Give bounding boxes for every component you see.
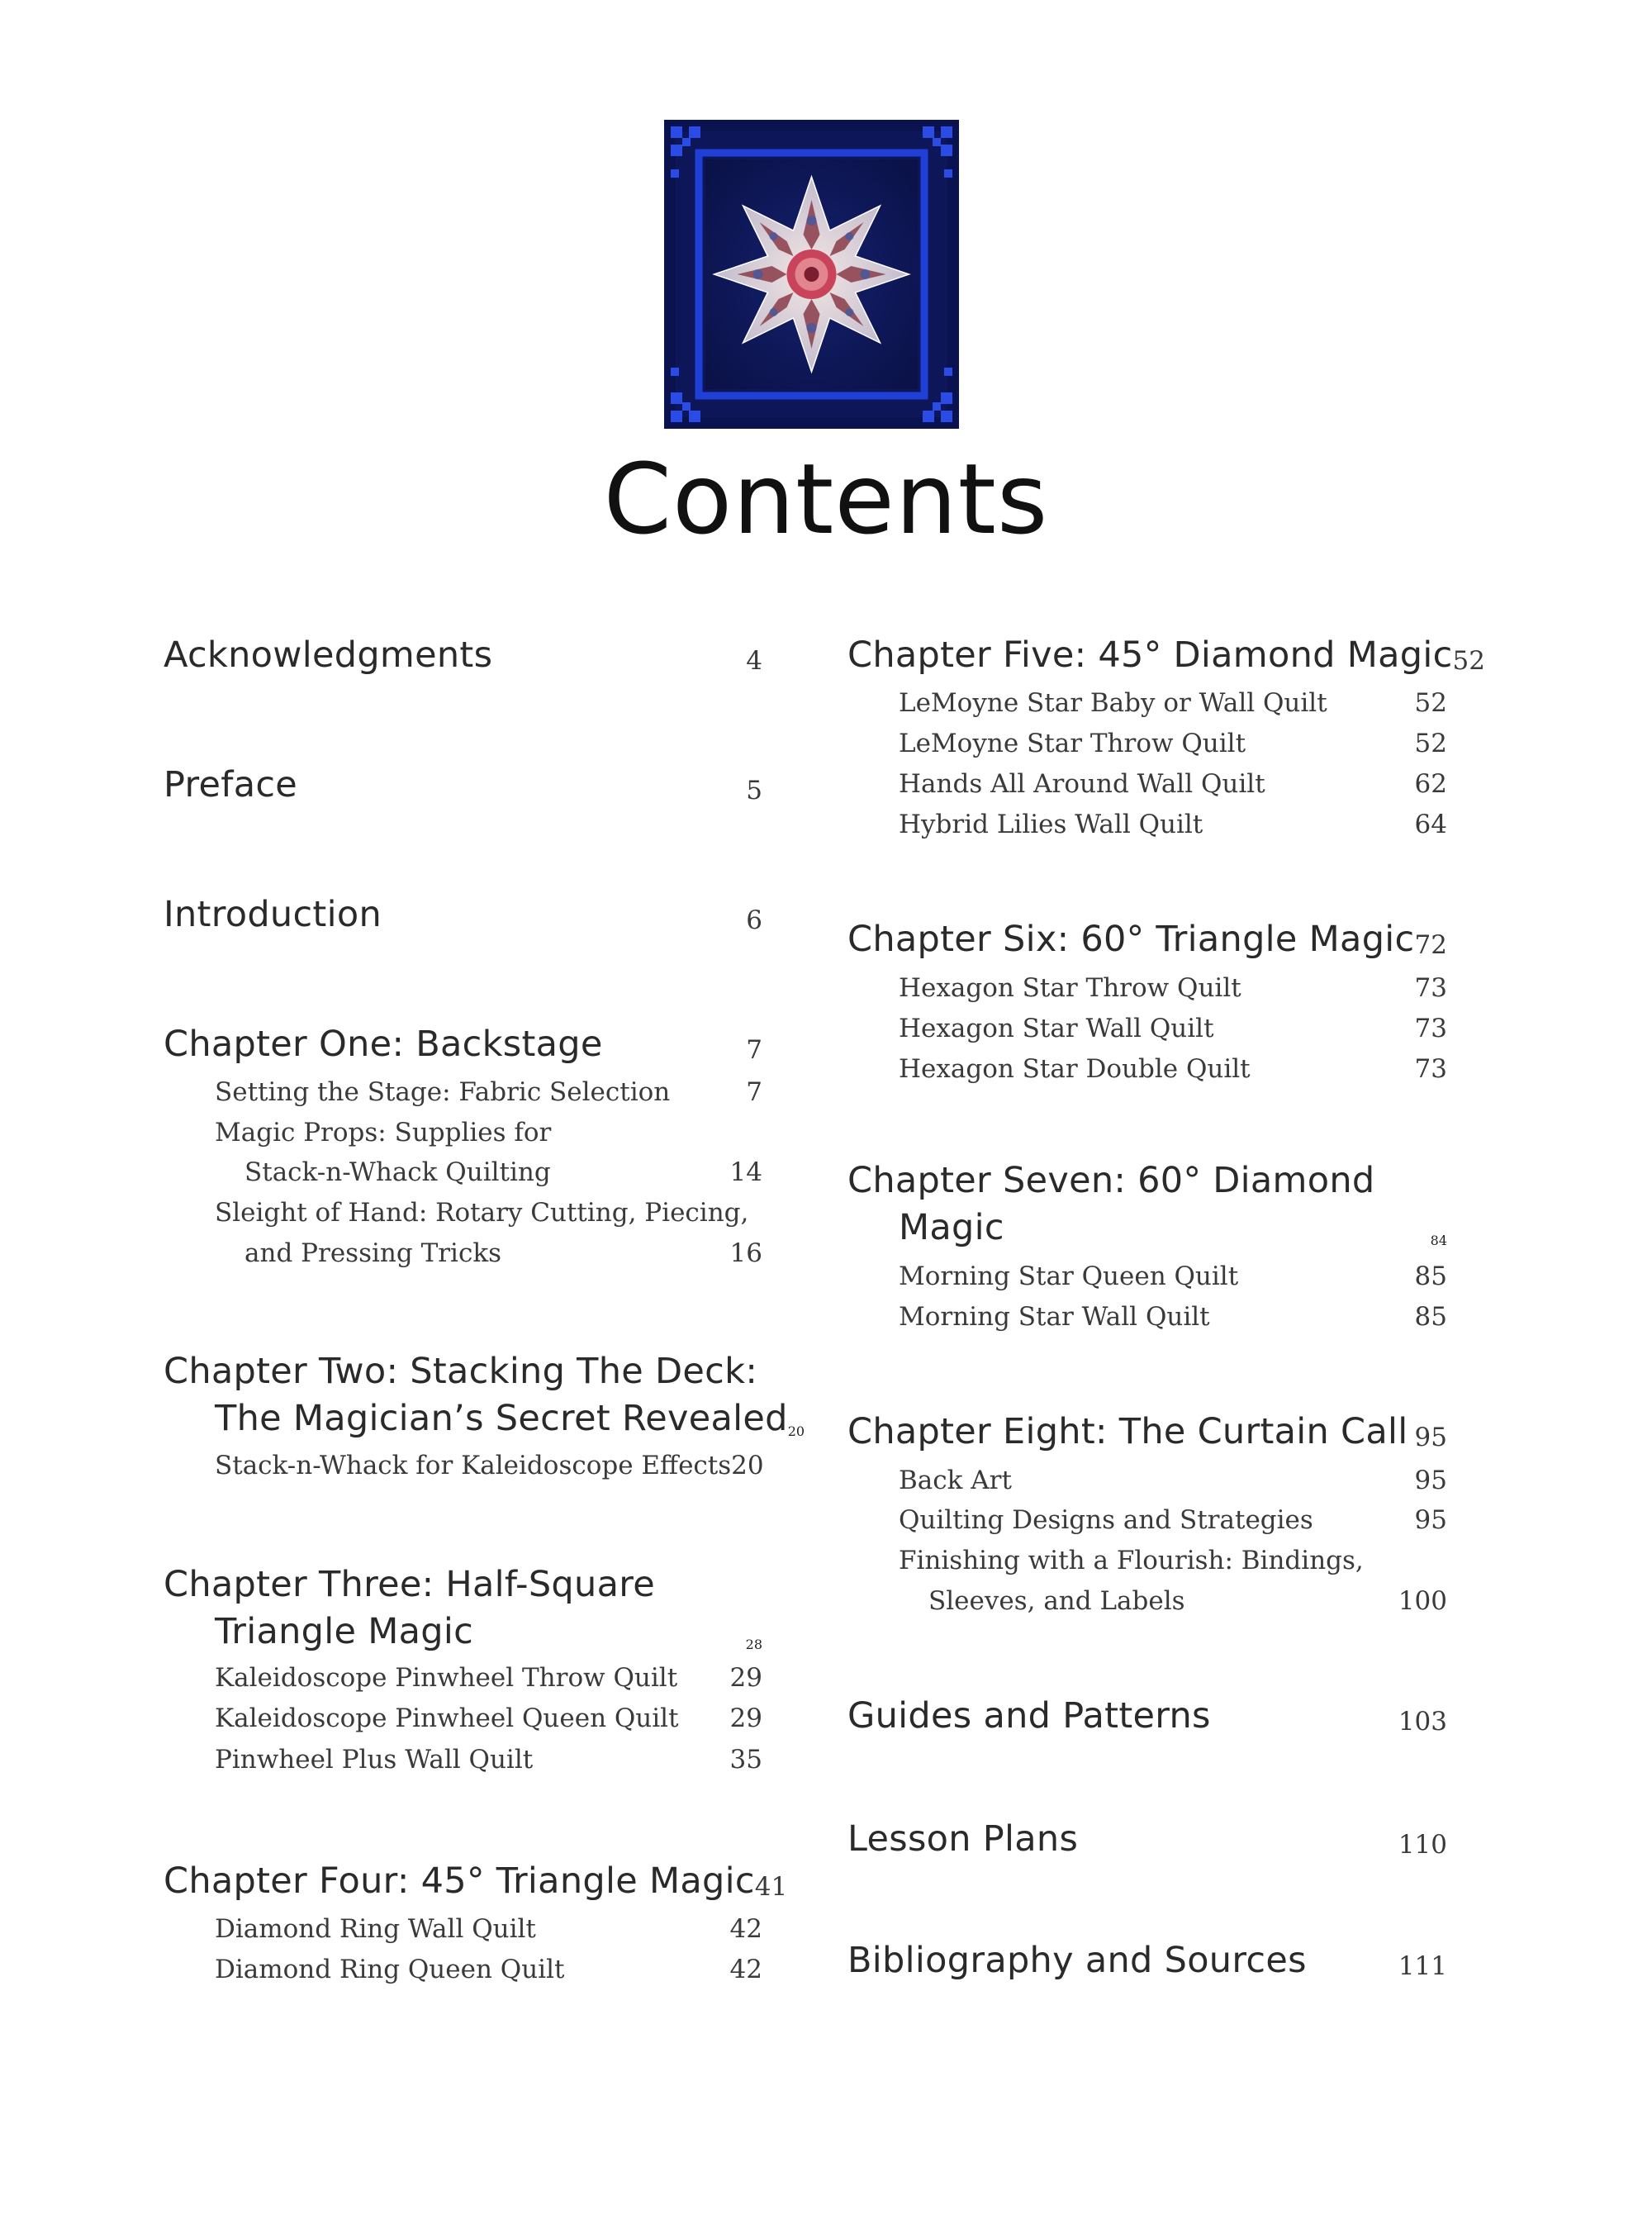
- toc-entry-page-number: 73: [1414, 1014, 1447, 1043]
- toc-entry: [164, 1447, 762, 1480]
- toc-entry-page-number: 20: [731, 1451, 764, 1480]
- toc-entry: [847, 1502, 1447, 1535]
- toc-entry-title: Hybrid Lilies Wall Quilt: [899, 810, 1203, 839]
- toc-entry-title: Chapter One: Backstage: [164, 1024, 603, 1065]
- toc-entry-title: Chapter Five: 45° Diamond Magic: [847, 634, 1453, 676]
- toc-entry: [847, 1205, 1447, 1248]
- toc-entry: [847, 766, 1447, 799]
- toc-entry: [164, 1911, 762, 1944]
- toc-entry-title: Back Art: [899, 1466, 1012, 1495]
- toc-entry-title: Introduction: [164, 894, 382, 935]
- toc-entry: [164, 1951, 762, 1984]
- toc-entry-title: Finishing with a Flourish: Bindings,: [899, 1546, 1364, 1575]
- toc-entry-page-number: 7: [746, 1035, 762, 1065]
- toc-entry: [847, 970, 1447, 1003]
- toc-entry: [164, 1349, 762, 1392]
- toc-entry-title: Chapter Seven: 60° Diamond: [847, 1160, 1375, 1201]
- toc-entry: [847, 1462, 1447, 1495]
- toc-entry-page-number: 41: [754, 1872, 788, 1902]
- toc-entry-page-number: 95: [1414, 1466, 1447, 1495]
- toc-entry: [847, 1694, 1447, 1737]
- toc-entry-page-number: 20: [787, 1423, 805, 1439]
- toc-entry: [847, 1051, 1447, 1084]
- toc-entry-page-number: 64: [1414, 810, 1447, 839]
- toc-entry: [164, 892, 762, 935]
- toc-entry: [164, 1660, 762, 1693]
- quilt-photo: [664, 120, 959, 429]
- toc-entry: [847, 1583, 1447, 1616]
- toc-entry-title: Hands All Around Wall Quilt: [899, 769, 1265, 799]
- toc-entry-page-number: 111: [1398, 1951, 1447, 1981]
- toc-entry-page-number: 42: [729, 1914, 762, 1944]
- toc-entry-page-number: 14: [729, 1157, 762, 1187]
- toc-entry: [164, 1396, 805, 1439]
- toc-entry: [847, 1409, 1447, 1452]
- toc-entry-title: Sleeves, and Labels: [928, 1586, 1185, 1616]
- toc-entry-title: Sleight of Hand: Rotary Cutting, Piecing,: [215, 1198, 749, 1228]
- toc-entry: [164, 1700, 762, 1733]
- toc-entry-page-number: 72: [1414, 930, 1447, 960]
- toc-entry: [164, 1022, 762, 1065]
- toc-entry-title: Guides and Patterns: [847, 1695, 1211, 1737]
- toc-entry: [164, 1741, 762, 1775]
- toc-entry-title: Magic: [899, 1207, 1004, 1248]
- toc-entry-page-number: 29: [729, 1663, 762, 1693]
- toc-entry-title: Setting the Stage: Fabric Selection: [215, 1077, 671, 1107]
- toc-entry-title: Kaleidoscope Pinwheel Queen Quilt: [215, 1703, 679, 1733]
- toc-entry-page-number: 85: [1414, 1302, 1447, 1332]
- toc-entry: [164, 1074, 762, 1107]
- toc-entry-page-number: 103: [1398, 1707, 1447, 1737]
- toc-entry-page-number: 16: [729, 1238, 762, 1268]
- toc-entry-title: and Pressing Tricks: [244, 1238, 502, 1268]
- toc-entry-title: Stack-n-Whack Quilting: [244, 1157, 551, 1187]
- toc-entry-title: Diamond Ring Queen Quilt: [215, 1955, 565, 1984]
- toc-entry: [847, 1817, 1447, 1860]
- toc-entry-page-number: 52: [1452, 646, 1485, 676]
- toc-entry-title: Morning Star Queen Quilt: [899, 1262, 1239, 1291]
- toc-entry-title: Stack-n-Whack for Kaleidoscope Effects: [215, 1451, 732, 1480]
- toc-entry: [164, 1195, 762, 1228]
- toc-entry-title: Chapter Eight: The Curtain Call: [847, 1411, 1408, 1452]
- toc-entry-title: Chapter Four: 45° Triangle Magic: [164, 1860, 755, 1902]
- toc-entry-title: Chapter Two: Stacking The Deck:: [164, 1351, 758, 1392]
- toc-entry: [847, 917, 1447, 960]
- toc-entry: [847, 1010, 1447, 1043]
- toc-entry-title: Hexagon Star Throw Quilt: [899, 973, 1241, 1003]
- toc-entry: [164, 1154, 762, 1187]
- toc-entry-title: LeMoyne Star Throw Quilt: [899, 729, 1246, 758]
- toc-entry-title: Preface: [164, 764, 298, 805]
- toc-entry: [847, 1258, 1447, 1291]
- toc-entry-page-number: 73: [1414, 973, 1447, 1003]
- toc-entry-page-number: 100: [1398, 1586, 1447, 1616]
- toc-entry: [164, 1562, 762, 1605]
- toc-entry-page-number: 4: [746, 646, 762, 676]
- toc-entry-page-number: 35: [729, 1745, 762, 1775]
- toc-entry-title: Chapter Six: 60° Triangle Magic: [847, 919, 1415, 960]
- toc-entry: [164, 633, 762, 676]
- toc-entry: [164, 763, 762, 805]
- toc-entry-page-number: 28: [745, 1637, 762, 1652]
- toc-entry: [847, 685, 1447, 718]
- toc-entry-title: Kaleidoscope Pinwheel Throw Quilt: [215, 1663, 678, 1693]
- toc-entry: [847, 806, 1447, 839]
- toc-entry-title: Triangle Magic: [215, 1611, 474, 1652]
- toc-entry-page-number: 110: [1398, 1830, 1447, 1860]
- toc-entry-page-number: 84: [1430, 1233, 1447, 1248]
- toc-entry-title: Morning Star Wall Quilt: [899, 1302, 1210, 1332]
- toc-entry-page-number: 42: [729, 1955, 762, 1984]
- toc-entry-title: Bibliography and Sources: [847, 1940, 1307, 1981]
- toc-entry-page-number: 52: [1414, 729, 1447, 758]
- toc-entry-page-number: 95: [1414, 1423, 1447, 1452]
- toc-entry-title: Hexagon Star Double Quilt: [899, 1054, 1251, 1084]
- toc-entry-title: Quilting Designs and Strategies: [899, 1505, 1313, 1535]
- toc-entry-title: LeMoyne Star Baby or Wall Quilt: [899, 688, 1327, 718]
- toc-entry-title: The Magician’s Secret Revealed: [215, 1398, 788, 1439]
- toc-entry-page-number: 95: [1414, 1505, 1447, 1535]
- toc-entry: [164, 1235, 762, 1268]
- toc-entry: [847, 725, 1447, 758]
- toc-entry-title: Pinwheel Plus Wall Quilt: [215, 1745, 534, 1775]
- toc-entry-page-number: 5: [746, 776, 762, 805]
- page-title: Contents: [603, 442, 1049, 556]
- toc-entry: [847, 1158, 1447, 1201]
- toc-entry: [847, 1299, 1447, 1332]
- toc-entry: [847, 1542, 1447, 1575]
- toc-entry-page-number: 73: [1414, 1054, 1447, 1084]
- toc-entry: [847, 633, 1485, 676]
- toc-entry-title: Acknowledgments: [164, 634, 493, 676]
- toc-entry-title: Lesson Plans: [847, 1818, 1079, 1860]
- toc-entry-title: Diamond Ring Wall Quilt: [215, 1914, 536, 1944]
- toc-entry: [164, 1859, 788, 1902]
- toc-entry-page-number: 85: [1414, 1262, 1447, 1291]
- toc-entry-title: Magic Props: Supplies for: [215, 1118, 552, 1148]
- toc-entry: [164, 1114, 762, 1148]
- toc-entry-title: Chapter Three: Half-Square: [164, 1564, 656, 1605]
- toc-entry-page-number: 29: [729, 1703, 762, 1733]
- toc-entry-page-number: 52: [1414, 688, 1447, 718]
- toc-entry-title: Hexagon Star Wall Quilt: [899, 1014, 1214, 1043]
- toc-entry-page-number: 62: [1414, 769, 1447, 799]
- toc-entry-page-number: 6: [746, 905, 762, 935]
- toc-entry: [847, 1938, 1447, 1981]
- toc-entry-page-number: 7: [746, 1077, 762, 1107]
- toc-entry: [164, 1609, 762, 1652]
